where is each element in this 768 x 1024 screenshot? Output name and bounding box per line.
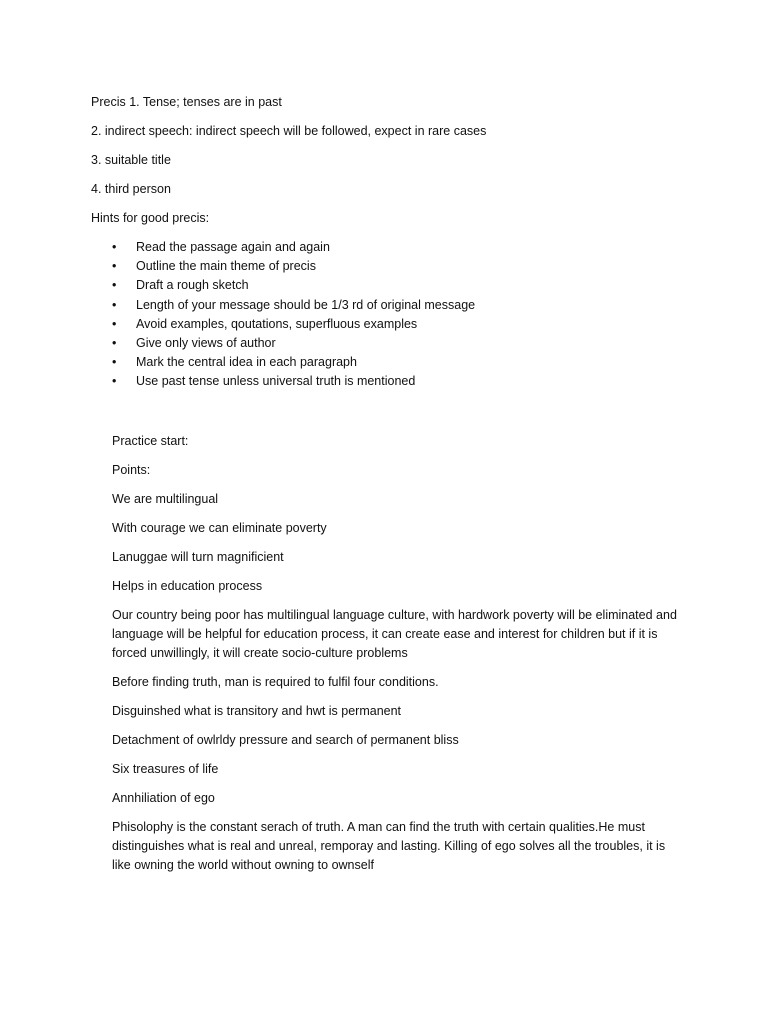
point-line: Helps in education process bbox=[112, 579, 263, 593]
point-line: With courage we can eliminate poverty bbox=[112, 521, 327, 535]
practice-start-label: Practice start: bbox=[112, 434, 189, 448]
point-line: Detachment of owlrldy pressure and search of permanent bliss bbox=[112, 733, 459, 747]
header-line-indirect-speech: 2. indirect speech: indirect speech will be followed, expect in rare cases bbox=[91, 124, 487, 138]
bullet-text: Give only views of author bbox=[136, 335, 276, 350]
bullet-icon: • bbox=[112, 278, 117, 293]
bullet-icon: • bbox=[112, 374, 117, 389]
bullet-icon: • bbox=[112, 240, 117, 254]
summary-paragraph-1: Our country being poor has multilingual language culture, with hardwork poverty will be eliminated and language will be helpful for education process, it can create ease and interest for children but if it is forced unwillingly, it will create socio-culture problems bbox=[112, 608, 677, 660]
bullet-text: Read the passage again and again bbox=[136, 240, 330, 254]
bullet-text: Mark the central idea in each paragraph bbox=[136, 355, 357, 370]
bullet-text: Length of your message should be 1/3 rd of original message bbox=[136, 297, 476, 312]
hints-heading: Hints for good precis: bbox=[91, 211, 210, 225]
bullet-icon: • bbox=[112, 297, 117, 312]
header-line-third-person: 4. third person bbox=[91, 182, 171, 196]
header-line-tense: Precis 1. Tense; tenses are in past bbox=[91, 95, 282, 109]
bullet-text: Avoid examples, qoutations, superfluous examples bbox=[136, 316, 418, 331]
points-label: Points: bbox=[112, 463, 151, 477]
bullet-icon: • bbox=[112, 316, 117, 331]
header-line-title: 3. suitable title bbox=[91, 153, 171, 167]
point-line: Before finding truth, man is required to fulfil four conditions. bbox=[112, 675, 439, 689]
bullet-icon: • bbox=[112, 259, 117, 274]
bullet-icon: • bbox=[112, 335, 117, 350]
point-line: Six treasures of life bbox=[112, 762, 219, 776]
point-line: Lanuggae will turn magnificient bbox=[112, 550, 284, 564]
point-line: We are multilingual bbox=[112, 492, 219, 506]
bullet-text: Draft a rough sketch bbox=[136, 278, 249, 293]
bullet-text: Use past tense unless universal truth is mentioned bbox=[136, 374, 416, 389]
bullet-icon: • bbox=[112, 355, 117, 370]
bullet-text: Outline the main theme of precis bbox=[136, 259, 316, 274]
summary-paragraph-2: Phisolophy is the constant serach of truth. A man can find the truth with certain qualities.He must distinguishes what is real and unreal, remporay and lasting. Killing of ego solves all the troubles, it is like owning the world without owning to ownself bbox=[112, 820, 666, 872]
point-line: Annhiliation of ego bbox=[112, 791, 215, 805]
point-line: Disguinshed what is transitory and hwt is permanent bbox=[112, 704, 402, 718]
